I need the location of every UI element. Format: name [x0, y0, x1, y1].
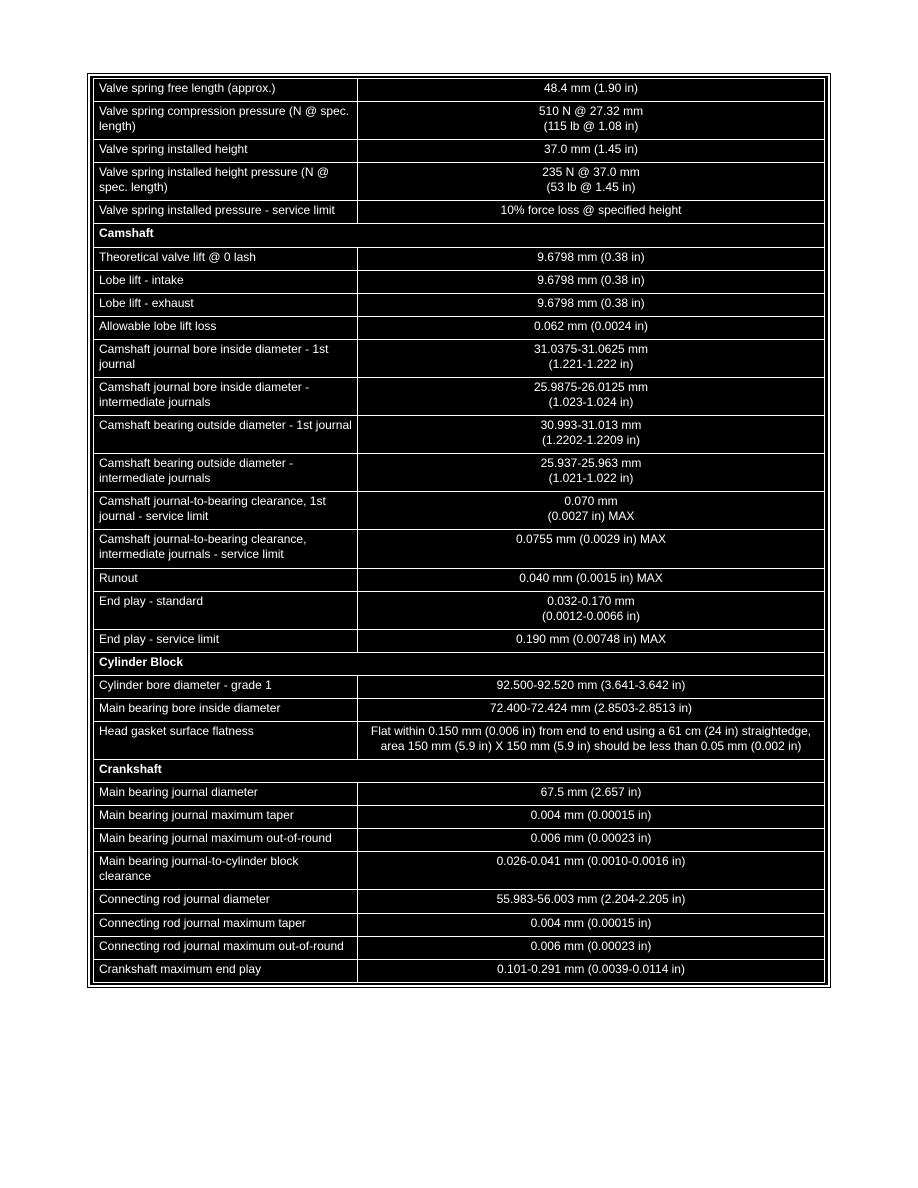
value-cell: 48.4 mm (1.90 in) — [358, 79, 825, 102]
section-title: Cylinder Block — [94, 652, 825, 675]
value-cell: 0.101-0.291 mm (0.0039-0.0114 in) — [358, 959, 825, 982]
table-row — [94, 339, 825, 377]
value-cell: 510 N @ 27.32 mm (115 lb @ 1.08 in) — [358, 102, 825, 140]
parameter-cell: Valve spring installed height — [94, 140, 358, 163]
value-cell: 25.9875-26.0125 mm (1.023-1.024 in) — [358, 377, 825, 415]
value-cell: 72.400-72.424 mm (2.8503-2.8513 in) — [358, 698, 825, 721]
parameter-cell: Main bearing journal-to-cylinder block clearance — [94, 852, 358, 890]
value-cell: 0.062 mm (0.0024 in) — [358, 316, 825, 339]
table-row — [94, 806, 825, 829]
table-row — [94, 416, 825, 454]
section-header-row — [94, 760, 825, 783]
section-header-row — [94, 224, 825, 247]
value-cell: 92.500-92.520 mm (3.641-3.642 in) — [358, 675, 825, 698]
section-title: Crankshaft — [94, 760, 825, 783]
parameter-cell: Theoretical valve lift @ 0 lash — [94, 247, 358, 270]
value-cell: 0.032-0.170 mm (0.0012-0.0066 in) — [358, 591, 825, 629]
table-row — [94, 377, 825, 415]
parameter-cell: End play - service limit — [94, 629, 358, 652]
value-cell: 31.0375-31.0625 mm (1.221-1.222 in) — [358, 339, 825, 377]
table-row — [94, 247, 825, 270]
table-row — [94, 852, 825, 890]
value-cell: 0.006 mm (0.00023 in) — [358, 829, 825, 852]
parameter-cell: Camshaft journal-to-bearing clearance, intermediate journals - service limit — [94, 530, 358, 568]
table-row — [94, 102, 825, 140]
table-row — [94, 591, 825, 629]
value-cell: 0.040 mm (0.0015 in) MAX — [358, 568, 825, 591]
parameter-cell: Main bearing journal maximum out-of-round — [94, 829, 358, 852]
parameter-cell: Valve spring free length (approx.) — [94, 79, 358, 102]
parameter-cell: Main bearing journal maximum taper — [94, 806, 358, 829]
value-cell: 9.6798 mm (0.38 in) — [358, 247, 825, 270]
table-row — [94, 629, 825, 652]
spec-table-body — [94, 79, 825, 983]
table-row — [94, 829, 825, 852]
parameter-cell: Connecting rod journal maximum taper — [94, 913, 358, 936]
value-cell: 0.070 mm (0.0027 in) MAX — [358, 492, 825, 530]
value-cell: 30.993-31.013 mm (1.2202-1.2209 in) — [358, 416, 825, 454]
parameter-cell: Camshaft journal-to-bearing clearance, 1st journal - service limit — [94, 492, 358, 530]
table-row — [94, 721, 825, 759]
value-cell: 25.937-25.963 mm (1.021-1.022 in) — [358, 454, 825, 492]
table-row — [94, 270, 825, 293]
table-row — [94, 675, 825, 698]
table-row — [94, 913, 825, 936]
table-row — [94, 783, 825, 806]
value-cell: 0.0755 mm (0.0029 in) MAX — [358, 530, 825, 568]
value-cell: 0.190 mm (0.00748 in) MAX — [358, 629, 825, 652]
table-row — [94, 454, 825, 492]
table-row — [94, 293, 825, 316]
parameter-cell: Cylinder bore diameter - grade 1 — [94, 675, 358, 698]
table-row — [94, 530, 825, 568]
parameter-cell: Main bearing journal diameter — [94, 783, 358, 806]
parameter-cell: Lobe lift - exhaust — [94, 293, 358, 316]
spec-table-frame — [88, 74, 830, 987]
parameter-cell: Camshaft journal bore inside diameter - 1st journal — [94, 339, 358, 377]
value-cell: 0.006 mm (0.00023 in) — [358, 936, 825, 959]
table-row — [94, 492, 825, 530]
table-row — [94, 959, 825, 982]
table-row — [94, 890, 825, 913]
section-title: Camshaft — [94, 224, 825, 247]
value-cell: 55.983-56.003 mm (2.204-2.205 in) — [358, 890, 825, 913]
spec-table — [93, 78, 825, 983]
value-cell: 10% force loss @ specified height — [358, 201, 825, 224]
parameter-cell: Allowable lobe lift loss — [94, 316, 358, 339]
parameter-cell: Crankshaft maximum end play — [94, 959, 358, 982]
table-row — [94, 201, 825, 224]
value-cell: 0.004 mm (0.00015 in) — [358, 913, 825, 936]
value-cell: 9.6798 mm (0.38 in) — [358, 270, 825, 293]
table-row — [94, 316, 825, 339]
parameter-cell: Valve spring installed height pressure (N @ spec. length) — [94, 163, 358, 201]
parameter-cell: Main bearing bore inside diameter — [94, 698, 358, 721]
parameter-cell: Connecting rod journal diameter — [94, 890, 358, 913]
section-header-row — [94, 652, 825, 675]
parameter-cell: Camshaft bearing outside diameter - intermediate journals — [94, 454, 358, 492]
parameter-cell: Head gasket surface flatness — [94, 721, 358, 759]
value-cell: 37.0 mm (1.45 in) — [358, 140, 825, 163]
value-cell: 0.026-0.041 mm (0.0010-0.0016 in) — [358, 852, 825, 890]
parameter-cell: Valve spring installed pressure - service limit — [94, 201, 358, 224]
parameter-cell: Valve spring compression pressure (N @ spec. length) — [94, 102, 358, 140]
parameter-cell: Lobe lift - intake — [94, 270, 358, 293]
table-row — [94, 936, 825, 959]
value-cell: 9.6798 mm (0.38 in) — [358, 293, 825, 316]
table-row — [94, 140, 825, 163]
table-row — [94, 79, 825, 102]
table-row — [94, 698, 825, 721]
value-cell: Flat within 0.150 mm (0.006 in) from end to end using a 61 cm (24 in) straightedge, area 150 mm (5.9 in) X 150 mm (5.9 in) should be less than 0.05 mm (0.002 in) — [358, 721, 825, 759]
table-row — [94, 568, 825, 591]
value-cell: 67.5 mm (2.657 in) — [358, 783, 825, 806]
parameter-cell: Camshaft bearing outside diameter - 1st journal — [94, 416, 358, 454]
parameter-cell: Runout — [94, 568, 358, 591]
parameter-cell: Camshaft journal bore inside diameter - intermediate journals — [94, 377, 358, 415]
value-cell: 235 N @ 37.0 mm (53 lb @ 1.45 in) — [358, 163, 825, 201]
table-row — [94, 163, 825, 201]
parameter-cell: End play - standard — [94, 591, 358, 629]
value-cell: 0.004 mm (0.00015 in) — [358, 806, 825, 829]
parameter-cell: Connecting rod journal maximum out-of-round — [94, 936, 358, 959]
